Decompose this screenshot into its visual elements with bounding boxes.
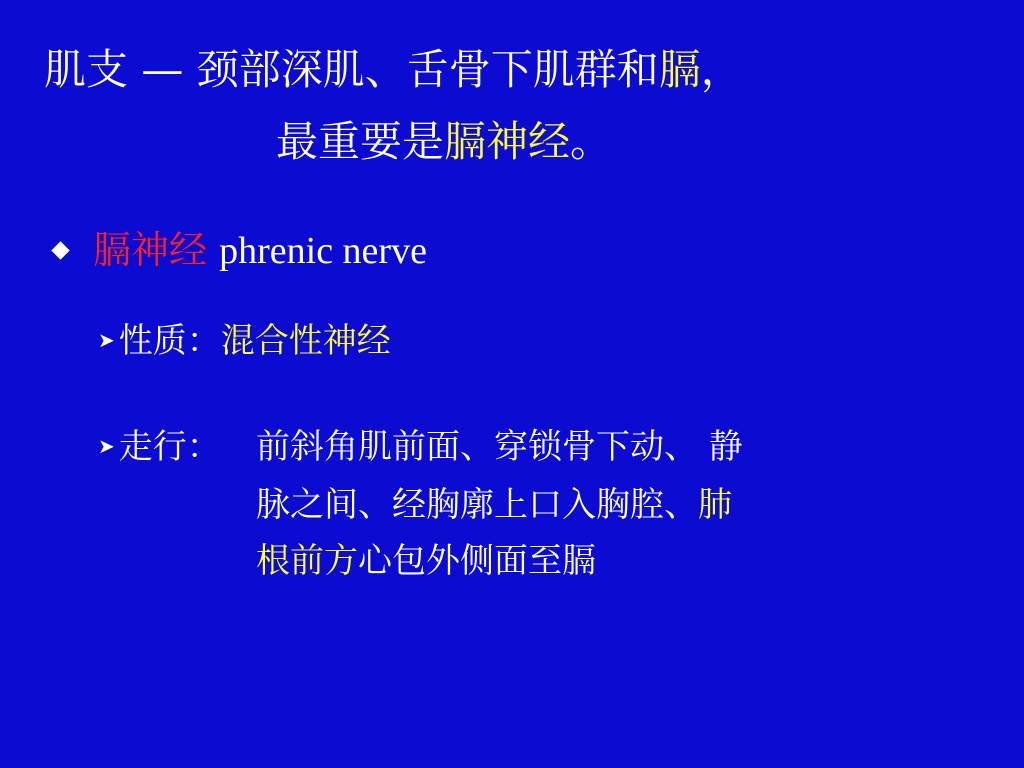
title-line-2-suffix: 。 <box>570 117 613 166</box>
course-line-2 <box>256 476 732 534</box>
property-value: 混合性神经 <box>220 321 391 361</box>
bullet-item-phrenic-nerve <box>50 226 427 275</box>
title-line-2-highlight: 膈神经 <box>444 117 571 166</box>
sub-item-property <box>98 312 391 372</box>
arrow-bullet-icon: ➤ <box>98 328 115 352</box>
bullet-term-cn: 膈神经 <box>93 228 208 272</box>
diamond-bullet-icon <box>51 241 69 259</box>
bullet-term-en: phrenic nerve <box>219 230 427 272</box>
course-label: 走行： <box>118 427 221 467</box>
title-line-2-text: 最重要是 <box>276 117 445 166</box>
course-line-3-text: 心包外侧面至膈 <box>358 541 596 581</box>
title-line-1-suffix: ， <box>700 45 743 94</box>
title-line-1-highlight: 膈 <box>658 45 701 94</box>
sub-item-course <box>98 418 221 478</box>
course-line-3-highlight: 根前方 <box>256 541 358 581</box>
course-line-2-highlight: 肺 <box>698 485 732 525</box>
title-line-2 <box>276 116 612 168</box>
course-line-3 <box>256 532 596 590</box>
arrow-bullet-icon: ➤ <box>98 434 115 458</box>
course-line-1: 前斜角肌前面、穿锁骨下动、 静 <box>256 427 743 467</box>
property-label: 性质： <box>118 321 221 361</box>
title-line-1-text: 肌支 — 颈部深肌、舌骨下肌群和 <box>44 45 659 94</box>
title-line-1 <box>44 44 743 96</box>
course-line-2-text: 脉之间、经胸廓上口入胸腔、 <box>256 485 698 525</box>
